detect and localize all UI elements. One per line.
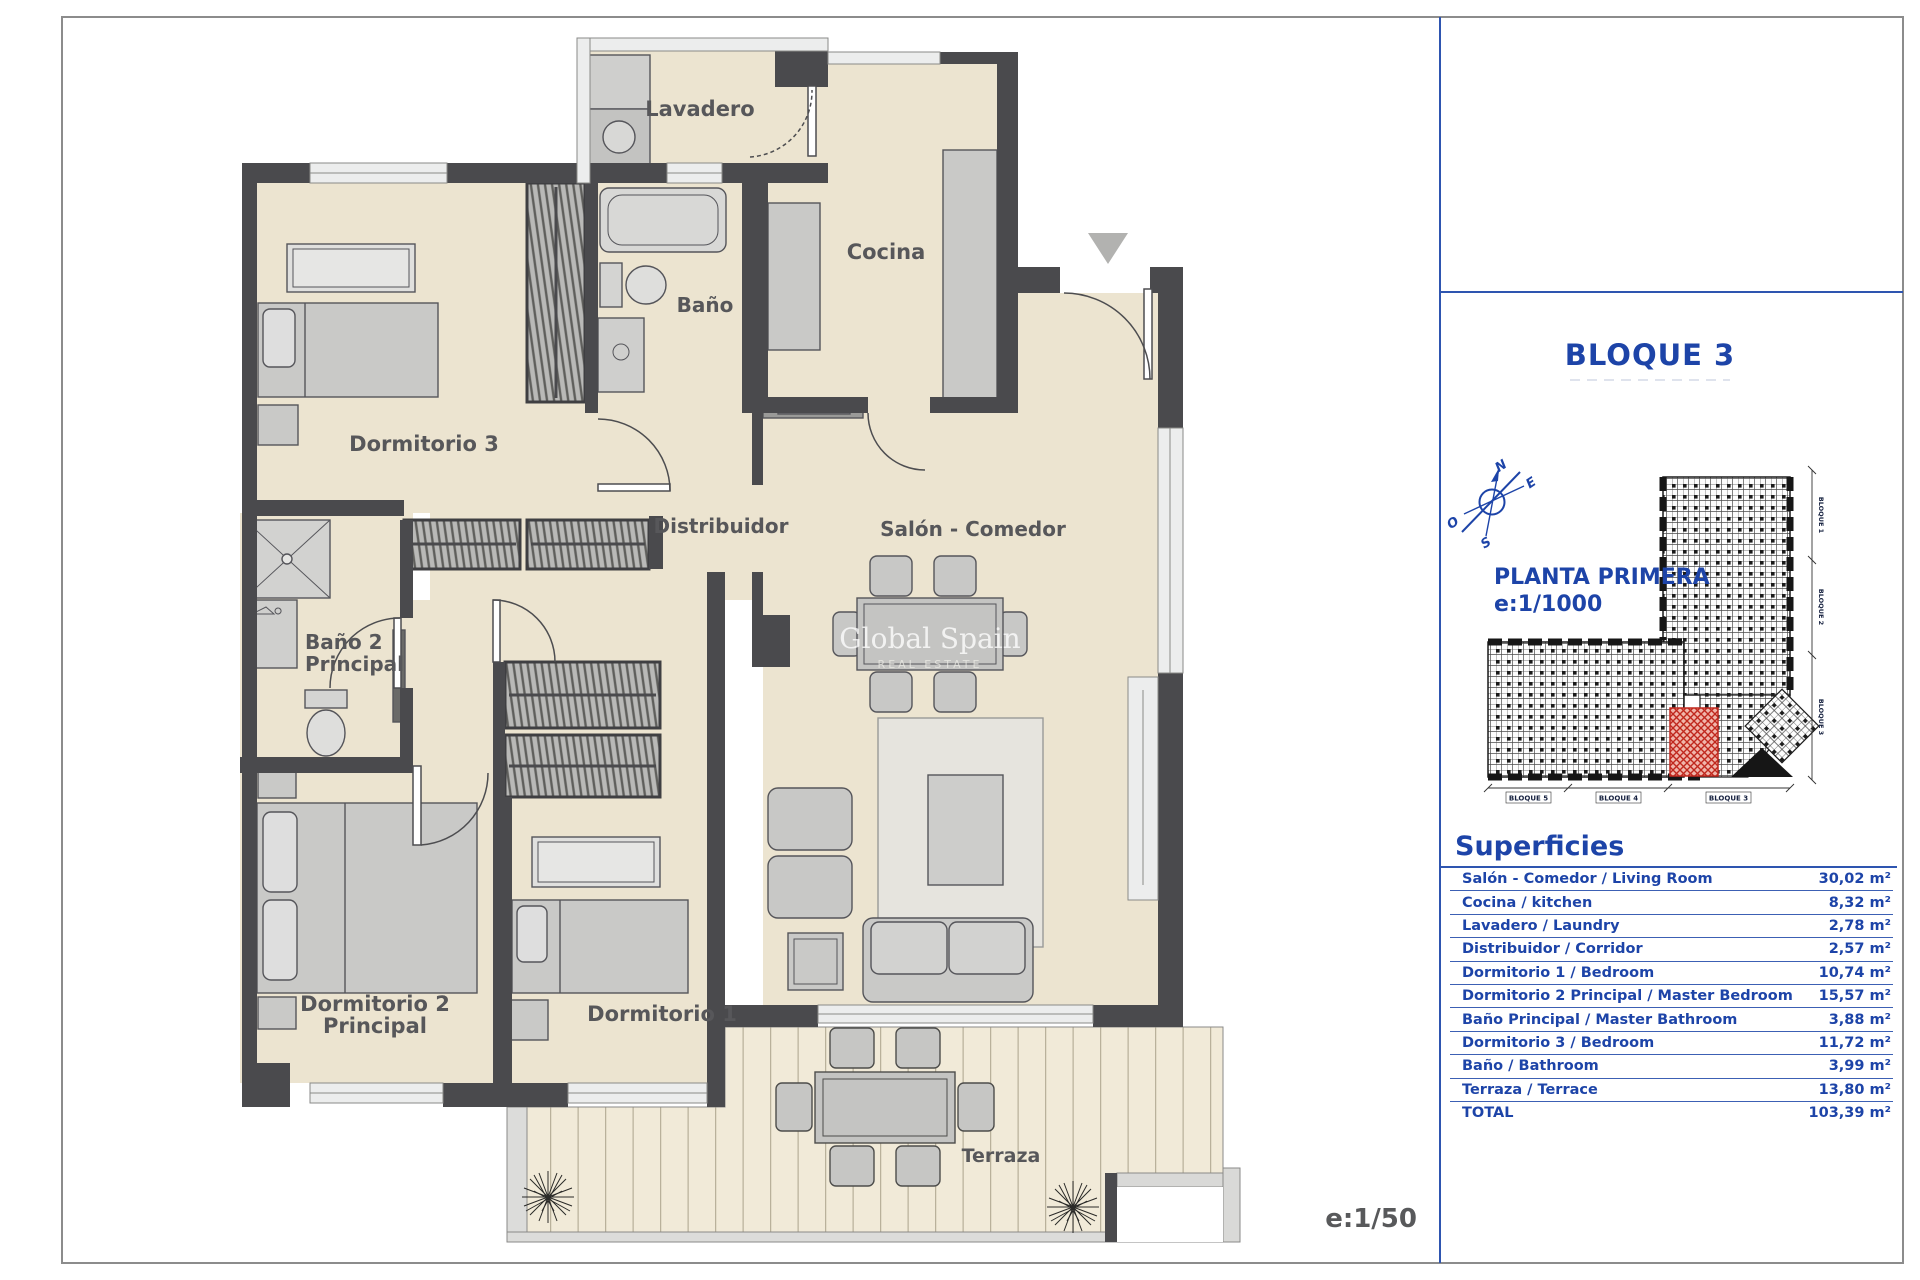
plan-scale-note: e:1/50: [1325, 1204, 1417, 1234]
table-row-total: [1450, 1102, 1893, 1124]
label-cocina: Cocina: [846, 240, 926, 264]
siteplan-right-label-3: BLOQUE 3: [1817, 698, 1825, 736]
table-row: [1450, 891, 1893, 914]
row-value: 10,74 m²: [1818, 964, 1891, 981]
watermark-line1: Global Spain: [839, 622, 1021, 655]
row-value: 15,57 m²: [1818, 988, 1891, 1005]
table-row: [1450, 1079, 1893, 1102]
compass-o: O: [1444, 514, 1462, 533]
row-value: 2,78 m²: [1828, 917, 1891, 934]
label-bano2-line2: Principal: [305, 652, 404, 676]
planta-scale: e:1/1000: [1494, 592, 1603, 617]
row-value: 11,72 m²: [1818, 1034, 1891, 1051]
table-row: [1450, 985, 1893, 1008]
compass-e: E: [1523, 474, 1540, 493]
label-salon-comedor: Salón - Comedor: [880, 517, 1066, 541]
label-bano2-line1: Baño 2: [305, 630, 383, 654]
row-value: 2,57 m²: [1828, 941, 1891, 958]
row-value: 8,32 m²: [1828, 894, 1891, 911]
row-label: TOTAL: [1462, 1105, 1514, 1122]
row-value: 3,88 m²: [1828, 1011, 1891, 1028]
watermark-line2: REAL ESTATE: [877, 658, 983, 671]
row-label: Dormitorio 1 / Bedroom: [1462, 964, 1655, 981]
label-dormitorio-2-line1: Dormitorio 2: [300, 992, 450, 1016]
siteplan-label-bloque5: BLOQUE 5: [1508, 794, 1549, 803]
table-row: [1450, 1032, 1893, 1055]
entrance-arrow-icon: [1088, 233, 1128, 264]
table-row: [1450, 938, 1893, 961]
label-bano: Baño: [676, 293, 734, 317]
row-label: Distribuidor / Corridor: [1462, 941, 1643, 958]
table-row: [1450, 1008, 1893, 1031]
compass-s: S: [1478, 534, 1495, 553]
label-distribuidor: Distribuidor: [653, 514, 789, 538]
siteplan-label-bloque3: BLOQUE 3: [1708, 794, 1749, 803]
row-label: Terraza / Terrace: [1462, 1081, 1598, 1098]
planta-label: PLANTA PRIMERA: [1494, 565, 1710, 590]
row-value: 3,99 m²: [1828, 1058, 1891, 1075]
row-value: 13,80 m²: [1818, 1081, 1891, 1098]
superficies-heading: Superficies: [1455, 831, 1625, 862]
siteplan-label-bloque4: BLOQUE 4: [1598, 794, 1639, 803]
table-row: [1450, 1055, 1893, 1078]
table-row: [1450, 962, 1893, 985]
label-dormitorio-1: Dormitorio 1: [587, 1002, 737, 1026]
row-label: Cocina / kitchen: [1462, 894, 1593, 911]
label-dormitorio-2-line2: Principal: [323, 1014, 427, 1038]
row-label: Baño Principal / Master Bathroom: [1462, 1011, 1738, 1028]
compass-icon: [1462, 468, 1524, 536]
label-lavadero: Lavadero: [645, 97, 755, 121]
panel-title: BLOQUE 3: [1564, 338, 1736, 372]
row-value: 30,02 m²: [1818, 871, 1891, 888]
table-row: [1450, 868, 1893, 891]
row-label: Dormitorio 3 / Bedroom: [1462, 1034, 1655, 1051]
superficies-table: [1450, 868, 1893, 1124]
row-label: Salón - Comedor / Living Room: [1462, 871, 1713, 888]
site-plan: [1484, 466, 1825, 803]
row-value: 103,39 m²: [1808, 1105, 1891, 1122]
label-dormitorio-3: Dormitorio 3: [349, 432, 499, 456]
planta-block: [1494, 564, 1710, 618]
compass-n: N: [1492, 457, 1510, 476]
table-row: [1450, 915, 1893, 938]
siteplan-right-label-2: BLOQUE 2: [1817, 588, 1825, 626]
siteplan-right-label-1: BLOQUE 1: [1817, 496, 1825, 534]
highlighted-unit: [1670, 708, 1718, 776]
row-label: Lavadero / Laundry: [1462, 917, 1620, 934]
label-terraza: Terraza: [961, 1145, 1041, 1167]
row-label: Baño / Bathroom: [1462, 1058, 1599, 1075]
row-label: Dormitorio 2 Principal / Master Bedroom: [1462, 988, 1793, 1005]
